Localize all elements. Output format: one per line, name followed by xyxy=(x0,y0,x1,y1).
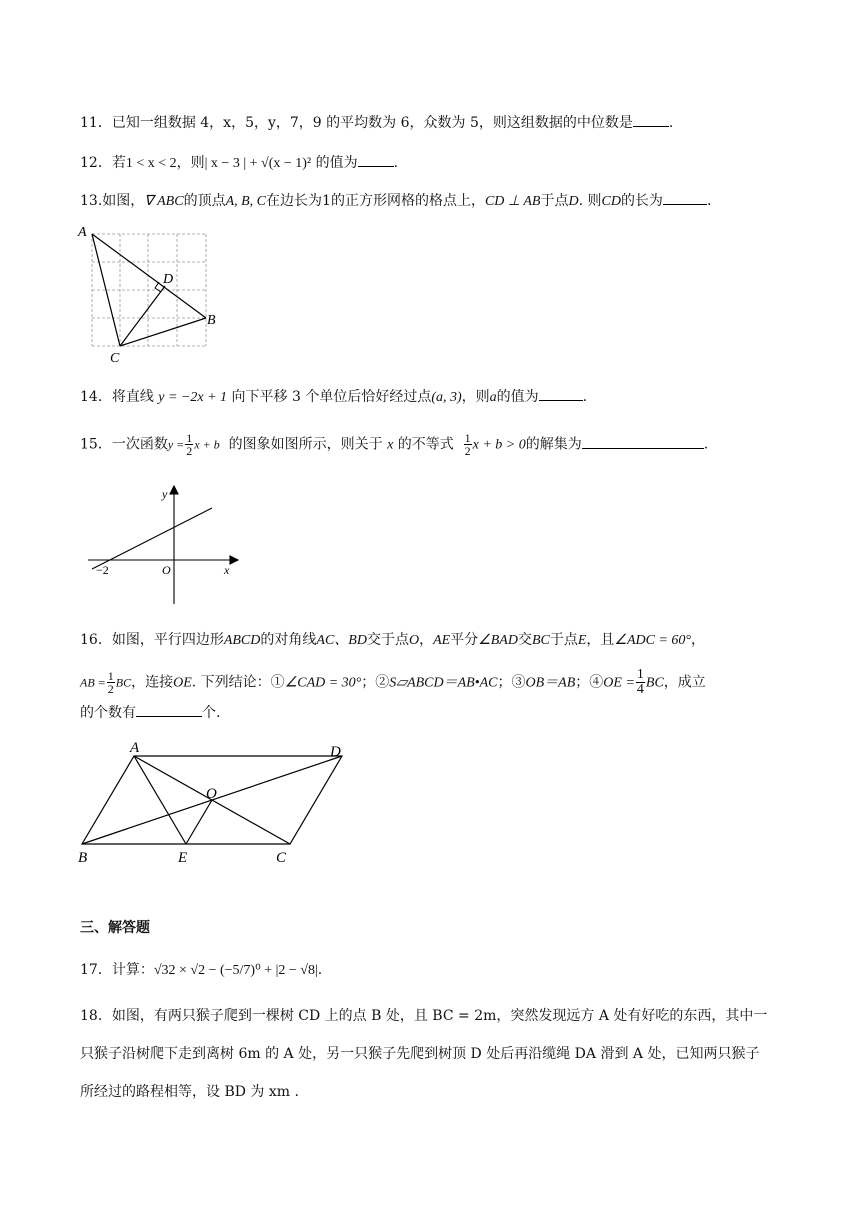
segment-bc xyxy=(120,318,206,346)
label-d: D xyxy=(330,744,341,760)
label-minus-2: −2 xyxy=(96,563,109,577)
question-16-line3: 的个数有 个. xyxy=(80,702,220,723)
segment-ab xyxy=(92,234,206,318)
question-18-line3: 所经过的路程相等，设 BD 为 xm . xyxy=(80,1084,299,1100)
question-14: 14．将直线 y = −2x + 1 向下平移 3 个单位后恰好经过点(a, 3)，则a的值为 . xyxy=(80,386,587,408)
label-c: C xyxy=(276,850,287,866)
condition-math: 1 < x < 2 xyxy=(125,156,177,171)
question-18-line1: 18．如图，有两只猴子爬到一棵树 CD 上的点 B 处，且 BC = 2m，突然发现远方 A 处有好吃的东西，其中一 xyxy=(80,1008,768,1024)
label-b: B xyxy=(78,850,88,866)
question-number: 16． xyxy=(80,632,112,648)
question-number: 13. xyxy=(80,193,103,209)
label-d: D xyxy=(163,272,174,287)
y-axis-arrow xyxy=(170,486,178,494)
question-17: 17．计算：√32 × √2 − (−5/7)⁰ + |2 − √8|. xyxy=(80,962,323,978)
fraction-half-2: $\frac{1}{2}$ xyxy=(464,431,471,458)
label-x: x xyxy=(224,563,230,577)
question-number: 17． xyxy=(80,962,112,978)
answer-blank xyxy=(539,386,583,401)
question-16-line2: AB = $\frac{1}{2}$ BC，连接OE. 下列结论：①∠CAD = 30°；②S▱ABCD＝AB•AC；③OB＝AB；④OE = $\frac{1}{4}$ BC，成立 xyxy=(80,667,706,697)
label-b: B xyxy=(207,313,216,328)
label-c: C xyxy=(110,351,120,364)
label-origin: O xyxy=(162,563,171,577)
line-equation: y = −2x + 1 xyxy=(158,390,228,405)
calc-expression: √32 × √2 − (−5/7)⁰ + |2 − √8| xyxy=(153,963,318,978)
answer-blank xyxy=(136,702,202,717)
answer-blank xyxy=(358,152,394,167)
question-number: 18． xyxy=(80,1008,112,1024)
question-18-line2: 只猴子沿树爬下走到离树 6m 的 A 处，另一只猴子先爬到树顶 D 处后再沿缆绳 DA 滑到 A 处，已知两只猴子 xyxy=(80,1046,760,1062)
question-number: 14． xyxy=(80,389,112,405)
fraction-half: $\frac{1}{2}$ xyxy=(186,431,193,458)
x-axis-arrow xyxy=(230,556,238,564)
q15-graph-figure xyxy=(84,482,244,606)
answer-blank xyxy=(633,112,669,127)
segment-oe xyxy=(186,800,212,844)
answer-blank xyxy=(663,190,707,205)
section-heading: 三、解答题 xyxy=(80,920,150,936)
label-e: E xyxy=(178,850,188,866)
segment-cd xyxy=(120,286,165,346)
label-a: A xyxy=(130,740,140,756)
fraction-half: $\frac{1}{2}$ xyxy=(107,669,114,696)
question-number: 15． xyxy=(80,436,112,453)
answer-blank xyxy=(582,434,704,449)
question-15: 15．一次函数y = $\frac{1}{2}$ x + b 的图象如图所示，则关于 x 的不等式 $\frac{1}{2}$ x + b > 0的解集为 . xyxy=(80,431,709,458)
question-13: 13.如图，∇ ABC的顶点A, B, C在边长为1的正方形网格的格点上，CD ⊥ AB于点D. 则CD的长为 . xyxy=(80,190,711,212)
question-11: 11．已知一组数据 4，x，5，y，7，9 的平均数为 6，众数为 5，则这组数据的中位数是 . xyxy=(80,112,673,133)
question-16-line1: 16．如图，平行四边形ABCD的对角线AC、BD交于点O，AE平分∠BAD交BC于点E，且∠ADC = 60°， xyxy=(80,632,706,648)
label-y: y xyxy=(162,487,168,501)
q16-parallelogram-figure xyxy=(76,738,356,868)
q13-grid-figure xyxy=(76,222,226,364)
label-o: O xyxy=(206,786,217,802)
question-number: 12． xyxy=(80,155,112,171)
fraction-quarter: $\frac{1}{4}$ xyxy=(636,667,644,697)
question-number: 11． xyxy=(80,115,112,131)
label-a: A xyxy=(78,225,87,240)
question-text: 已知一组数据 4，x，5，y，7，9 的平均数为 6，众数为 5，则这组数据的中位数是 xyxy=(111,115,633,131)
segment-ae xyxy=(134,756,186,844)
question-12: 12．若1 < x < 2，则| x − 3 | + √(x − 1)² 的值为 . xyxy=(80,152,398,174)
grid xyxy=(92,234,206,346)
expression-math: | x − 3 | + √(x − 1)² xyxy=(204,156,312,171)
